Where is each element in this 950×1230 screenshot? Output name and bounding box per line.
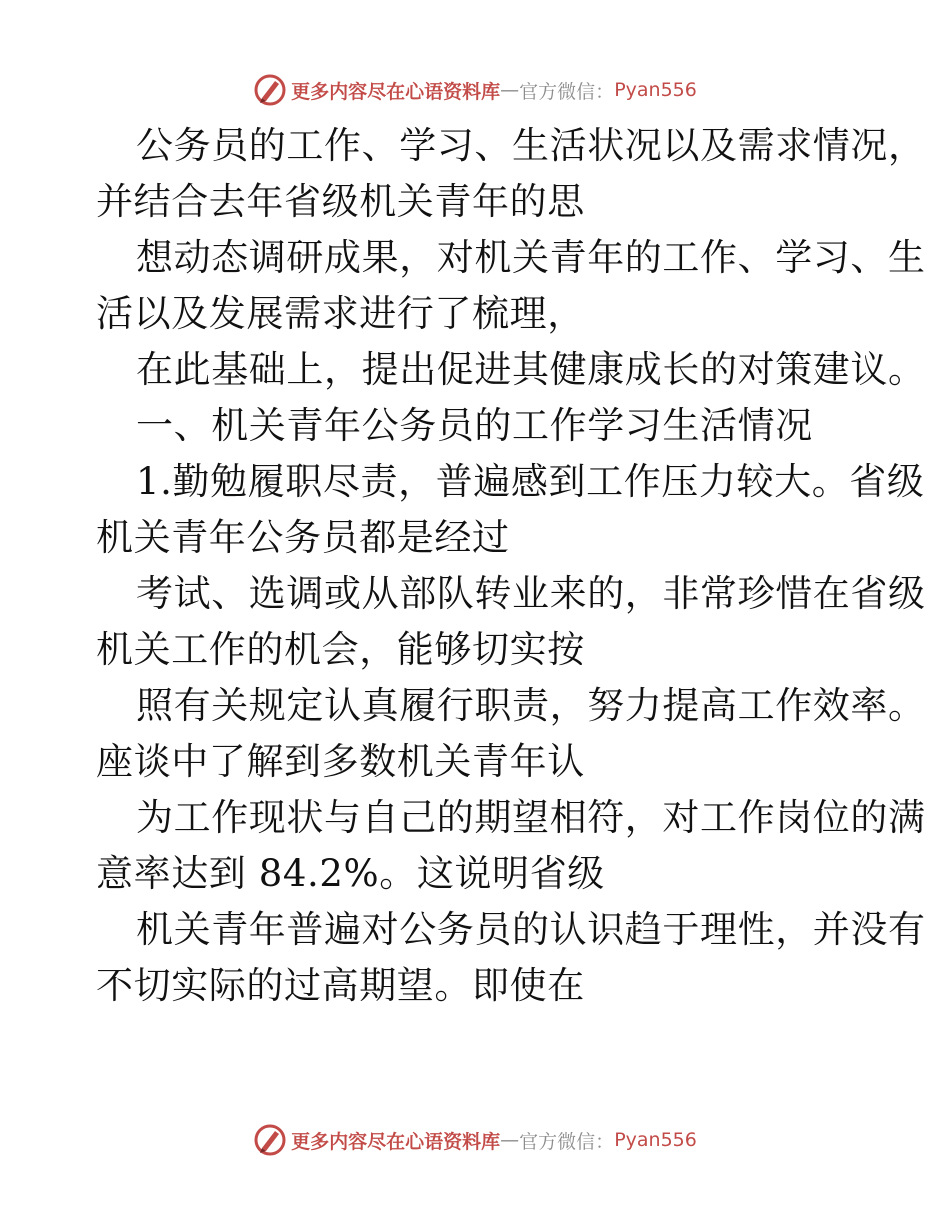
footer-wechat-id: Pyan556 [614, 1129, 697, 1151]
page-header-watermark [0, 72, 950, 108]
document-body [96, 118, 926, 1014]
text-line: 意率达到 84.2%。这说明省级 [96, 852, 605, 895]
text-line: 不切实际的过高期望。即使在 [96, 964, 585, 1007]
text-line: 并结合去年省级机关青年的思 [96, 180, 585, 223]
page-footer-watermark [0, 1122, 950, 1158]
text-line: 照有关规定认真履行职责，努力提高工作效率。 [136, 684, 926, 727]
section-heading: 一、机关青年公务员的工作学习生活情况 [136, 404, 813, 447]
footer-brand-text: 更多内容尽在心语资料库 [291, 1130, 501, 1153]
header-contact-text: 官方微信： [519, 80, 615, 103]
pen-circle-logo-icon [253, 1123, 287, 1157]
text-line: 在此基础上，提出促进其健康成长的对策建议。 [136, 348, 926, 391]
text-line: 机关青年普遍对公务员的认识趋于理性，并没有 [136, 908, 926, 951]
pen-circle-logo-icon [253, 73, 287, 107]
text-line: 考试、选调或从部队转业来的，非常珍惜在省级 [136, 572, 926, 615]
text-line: 公务员的工作、学习、生活状况以及需求情况， [136, 124, 926, 167]
text-line: 机关青年公务员都是经过 [96, 516, 510, 559]
text-line: 活以及发展需求进行了梳理， [96, 292, 585, 335]
text-line: 机关工作的机会，能够切实按 [96, 628, 585, 671]
footer-contact-text: 官方微信： [519, 1130, 615, 1153]
text-line: 座谈中了解到多数机关青年认 [96, 740, 585, 783]
header-wechat-id: Pyan556 [614, 79, 697, 101]
header-brand-text: 更多内容尽在心语资料库 [291, 80, 501, 103]
text-line: 1.勤勉履职尽责，普遍感到工作压力较大。省级 [136, 460, 925, 503]
text-line: 想动态调研成果，对机关青年的工作、学习、生 [136, 236, 926, 279]
footer-separator: — [500, 1129, 520, 1151]
text-line: 为工作现状与自己的期望相符，对工作岗位的满 [136, 796, 926, 839]
header-separator: — [500, 79, 520, 101]
